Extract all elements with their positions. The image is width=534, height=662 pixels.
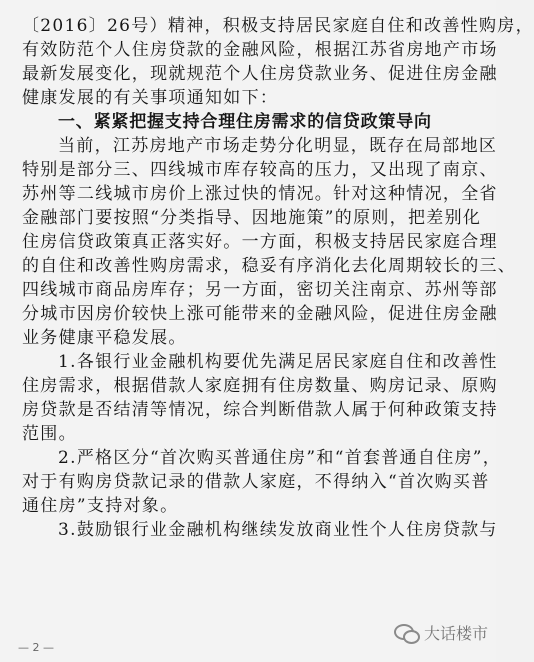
text-line: 〔2016〕26号）精神，积极支持居民家庭自住和改善性购房，: [22, 16, 534, 36]
list-item-line: 住房需求，根据借款人家庭拥有住房数量、购房记录、原购: [22, 376, 498, 396]
document-body: [22, 14, 534, 542]
paragraph-line: 当前，江苏房地产市场走势分化明显，既存在局部地区: [58, 136, 498, 156]
list-item-line: 对于有购房贷款记录的借款人家庭，不得纳入“首次购买普: [22, 472, 490, 492]
wechat-icon: [394, 624, 418, 642]
page-number: — 2 —: [18, 641, 54, 654]
paragraph-line: 住房信贷政策真正落实好。一方面，积极支持居民家庭合理: [22, 232, 498, 252]
list-item-line: 通住房”支持对象。: [22, 496, 179, 516]
section-heading: 一、紧紧把握支持合理住房需求的信贷政策导向: [58, 112, 432, 132]
list-item-line: 范围。: [22, 424, 77, 444]
paragraph-line: 业务健康平稳发展。: [22, 328, 187, 348]
list-item-line: 3.鼓励银行业金融机构继续发放商业性个人住房贷款与: [58, 520, 498, 540]
list-item-line: 2.严格区分“首次购买普通住房”和“首套普通自住房”，: [58, 448, 502, 468]
list-item-line: 1.各银行业金融机构要优先满足居民家庭自住和改善性: [58, 352, 498, 372]
text-line: 有效防范个人住房贷款的金融风险，根据江苏省房地产市场: [22, 40, 498, 60]
paragraph-line: 分城市因房价较快上涨可能带来的金融风险，促进住房金融: [22, 304, 498, 324]
source-watermark: [394, 621, 488, 644]
paragraph-line: 苏州等二线城市房价上涨过快的情况。针对这种情况，全省: [22, 184, 498, 204]
paragraph-line: 金融部门要按照“分类指导、因地施策”的原则，把差别化: [22, 208, 482, 228]
text-line: 最新发展变化，现就规范个人住房贷款业务、促进住房金融: [22, 64, 498, 84]
list-item-line: 房贷款是否结清等情况，综合判断借款人属于何种政策支持: [22, 400, 498, 420]
watermark-text: 大话楼市: [423, 624, 488, 643]
paragraph-line: 的自住和改善性购房需求，稳妥有序消化去化周期较长的三、: [22, 256, 517, 276]
paragraph-line: 四线城市商品房库存；另一方面，密切关注南京、苏州等部: [22, 280, 498, 300]
paragraph-line: 特别是部分三、四线城市库存较高的压力，又出现了南京、: [22, 160, 498, 180]
text-line: 健康发展的有关事项通知如下：: [22, 88, 279, 108]
